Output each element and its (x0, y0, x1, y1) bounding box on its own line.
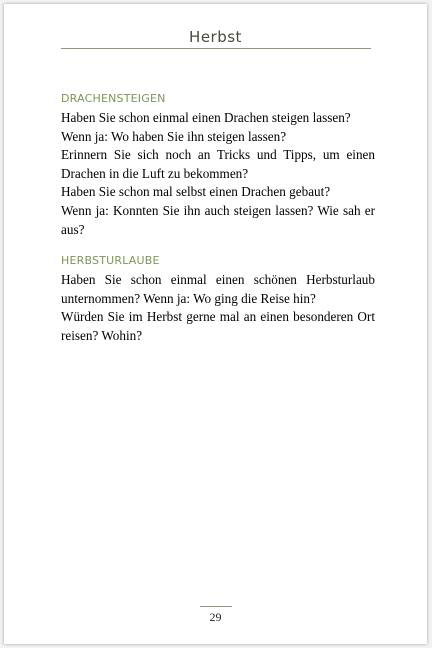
book-page (4, 4, 427, 644)
paragraph: Wenn ja: Konnten Sie ihn auch steigen lassen? Wie sah er aus? (61, 202, 375, 237)
paragraph: Würden Sie im Herbst gerne mal an einen besonderen Ort reisen? Wohin? (61, 309, 375, 343)
page-number: 29 (209, 610, 222, 624)
paragraph: Haben Sie schon einmal einen Drachen steigen lassen? (61, 110, 351, 125)
page-content (61, 90, 375, 359)
section-herbsturlaube (61, 252, 375, 345)
section-heading: DRACHENSTEIGEN (61, 92, 166, 105)
paragraph: Haben Sie schon einmal einen schönen Herbsturlaub unternommen? Wenn ja: Wo ging die Reise hin? (61, 272, 375, 306)
footer-divider (200, 606, 232, 607)
paragraph: Erinnern Sie sich noch an Tricks und Tipps, um einen Drachen in die Luft zu bekommen? (61, 147, 375, 181)
section-heading: HERBSTURLAUBE (61, 254, 160, 268)
header-divider (61, 48, 371, 49)
paragraph: Wenn ja: Wo haben Sie ihn steigen lassen? (61, 128, 287, 144)
paragraph: Haben Sie schon mal selbst einen Drachen gebaut? (61, 184, 331, 200)
section-drachensteigen (61, 90, 375, 239)
running-header: Herbst (189, 28, 242, 46)
